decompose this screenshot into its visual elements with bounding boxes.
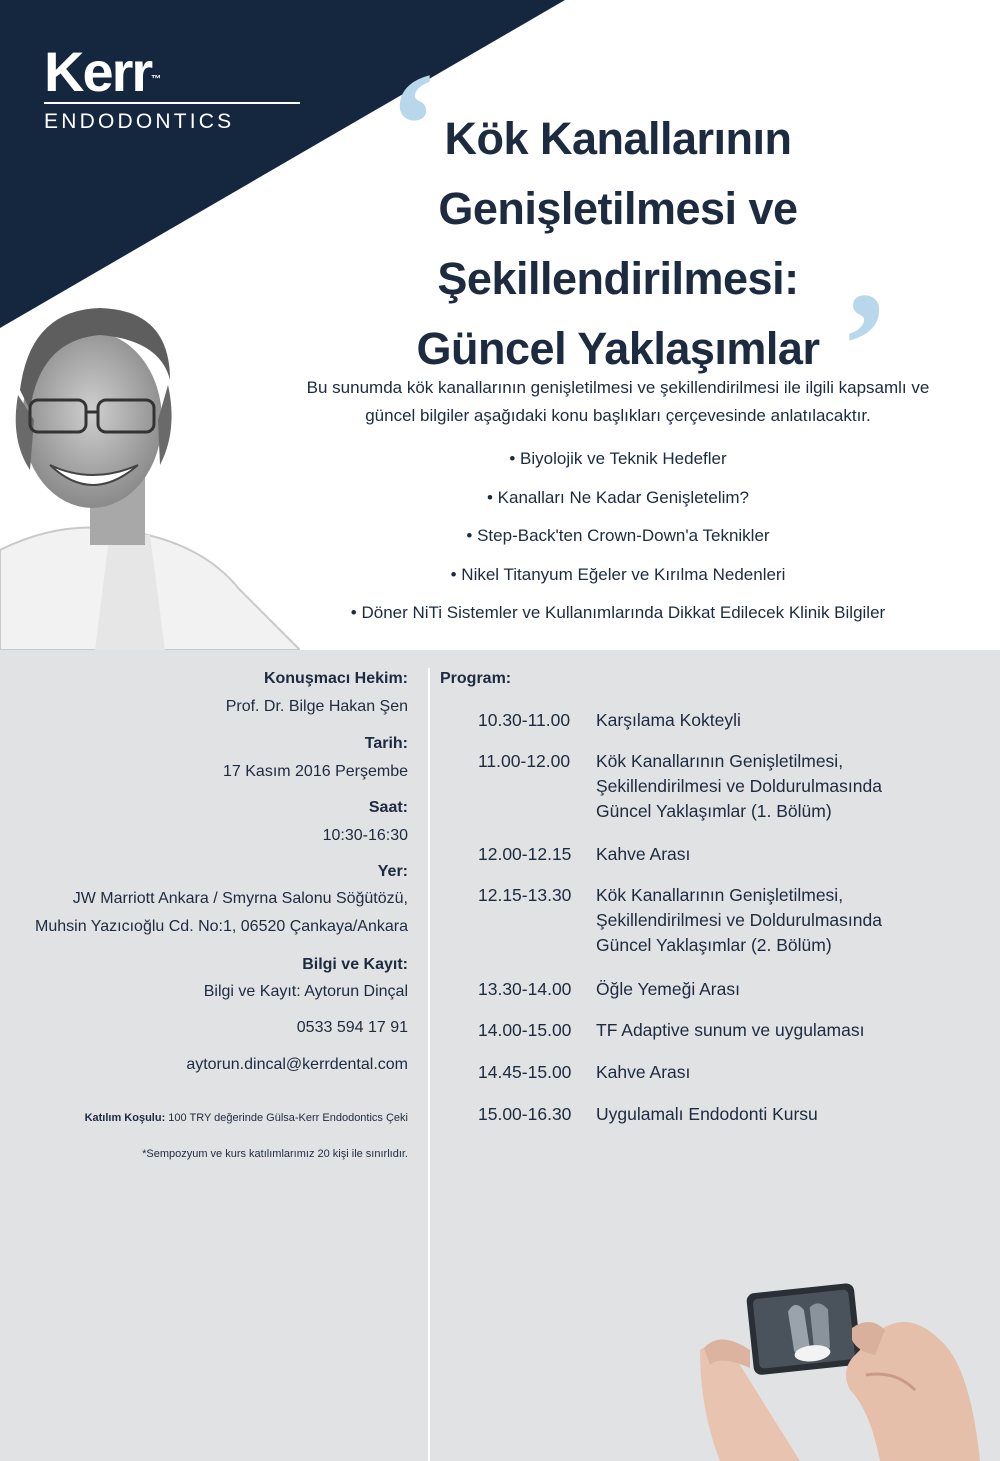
topic-item: • Döner NiTi Sistemler ve Kullanımlarında Dikkat Edilecek Klinik Bilgiler — [350, 603, 886, 622]
venue-line: JW Marriott Ankara / Smyrna Salonu Söğütözü, — [72, 890, 408, 907]
info-label: Bilgi ve Kayıt: — [302, 956, 408, 973]
program-desc-line: TF Adaptive sunum ve uygulaması — [596, 1020, 865, 1040]
program-desc-line: Uygulamalı Endodonti Kursu — [596, 1104, 818, 1124]
program-label: Program: — [440, 670, 512, 687]
phone-number: 0533 594 17 91 — [296, 1019, 408, 1036]
topic-item: • Biyolojik ve Teknik Hedefler — [509, 449, 727, 468]
close-quote-mark: ’ — [840, 262, 890, 428]
program-time: 12.15-13.30 — [478, 885, 572, 905]
title-line: Şekillendirilmesi: — [437, 253, 799, 304]
fee-line — [85, 1112, 408, 1124]
fee-label: Katılım Koşulu: — [84, 1112, 166, 1124]
date-label: Tarih: — [364, 735, 408, 752]
title-line: Güncel Yaklaşımlar — [416, 323, 820, 374]
speaker-label: Konuşmacı Hekim: — [263, 670, 408, 687]
program-time: 12.00-12.15 — [478, 844, 572, 864]
email-address: aytorun.dincal@kerrdental.com — [186, 1056, 408, 1073]
program-desc — [596, 749, 966, 824]
program-desc — [596, 1060, 966, 1085]
topic-item: • Kanalları Ne Kadar Genişletelim? — [486, 487, 750, 507]
program-time: 14.00-15.00 — [478, 1020, 572, 1040]
program-desc-line: Kahve Arası — [596, 1062, 691, 1082]
program-time: 11.00-12.00 — [478, 751, 571, 771]
program-time: 14.45-15.00 — [478, 1062, 572, 1082]
program-desc — [596, 1018, 966, 1043]
speaker-name: Prof. Dr. Bilge Hakan Şen — [225, 698, 408, 715]
program-desc — [596, 1102, 966, 1127]
program-desc-line: Kök Kanallarının Genişletilmesi, — [596, 751, 844, 771]
event-date: 17 Kasım 2016 Perşembe — [223, 763, 408, 780]
program-desc — [596, 883, 966, 958]
program-time: 13.30-14.00 — [478, 979, 572, 999]
program-desc-line: Güncel Yaklaşımlar (2. Bölüm) — [596, 935, 832, 955]
kerr-logo — [44, 40, 304, 134]
title-line: Genişletilmesi ve — [438, 183, 798, 234]
program-time: 15.00-16.30 — [478, 1104, 572, 1124]
topic-item: • Nikel Titanyum Eğeler ve Kırılma Nedenleri — [450, 564, 786, 584]
intro-text — [262, 374, 974, 430]
topic-item: • Step-Back'ten Crown-Down'a Teknikler — [466, 526, 770, 545]
program-desc-line: Şekillendirilmesi ve Doldurulmasında — [596, 910, 882, 930]
program-desc-line: Karşılama Kokteyli — [596, 710, 741, 730]
program-time: 10.30-11.00 — [478, 710, 571, 730]
topic-list — [262, 444, 974, 637]
xray-film-illustration — [680, 1270, 1000, 1461]
time-label: Saat: — [368, 799, 408, 816]
program-desc-line: Kahve Arası — [596, 844, 691, 864]
title-line: Kök Kanallarının — [444, 113, 792, 164]
speaker-portrait — [0, 300, 300, 650]
logo-subtitle: ENDODONTICS — [44, 110, 235, 133]
venue-label: Yer: — [377, 863, 408, 880]
program-desc — [596, 842, 966, 867]
page-title — [318, 104, 918, 384]
open-quote-mark: ‘ — [388, 42, 438, 208]
program-desc — [596, 708, 966, 733]
program-desc-line: Şekillendirilmesi ve Doldurulmasında — [596, 776, 882, 796]
fee-value: 100 TRY değerinde Gülsa-Kerr Endodontics Çeki — [165, 1112, 408, 1124]
program-desc-line: Güncel Yaklaşımlar (1. Bölüm) — [596, 801, 832, 821]
intro-line: güncel bilgiler aşağıdaki konu başlıkları çerçevesinde anlatılacaktır. — [365, 406, 871, 425]
event-time: 10:30-16:30 — [322, 827, 408, 844]
header-section — [0, 0, 1000, 650]
capacity-note: *Sempozyum ve kurs katılımlarımız 20 kişi ile sınırlıdır. — [142, 1148, 408, 1160]
info-contact: Bilgi ve Kayıt: Aytorun Dinçal — [203, 983, 408, 1000]
logo-wordmark: Kerr™ — [44, 40, 162, 103]
program-desc-line: Öğle Yemeği Arası — [596, 979, 740, 999]
program-desc-line: Kök Kanallarının Genişletilmesi, — [596, 885, 844, 905]
column-divider — [428, 668, 430, 1461]
venue-line: Muhsin Yazıcıoğlu Cd. No:1, 06520 Çankaya/Ankara — [35, 918, 408, 935]
intro-line: Bu sunumda kök kanallarının genişletilmesi ve şekillendirilmesi ile ilgili kapsamlı ve — [306, 378, 930, 397]
program-desc — [596, 977, 966, 1002]
